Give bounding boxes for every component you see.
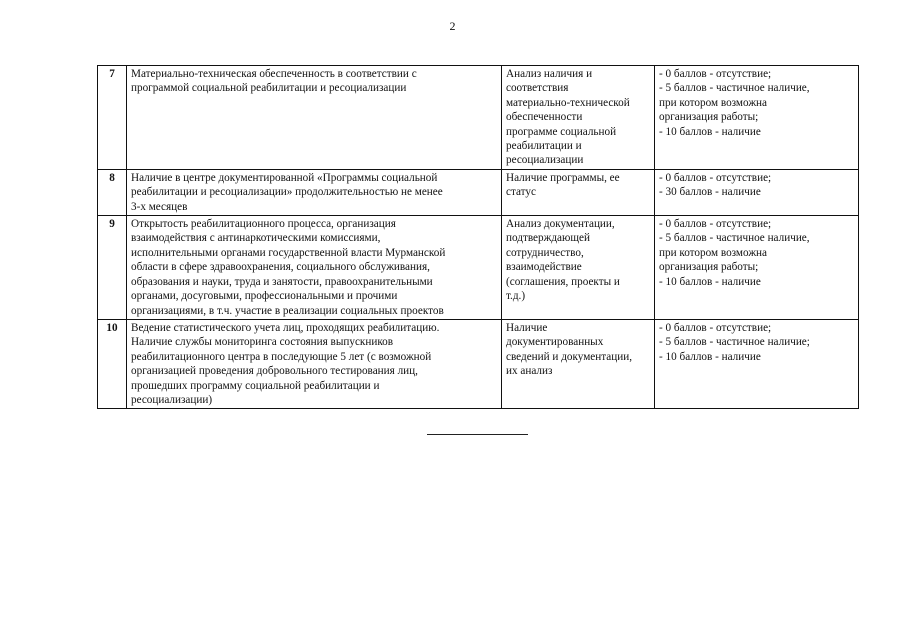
criterion-line: организацией проведения добровольного тестирования лиц,: [131, 365, 418, 378]
criterion-line: области в сфере здравоохранения, социального обслуживания,: [131, 261, 430, 274]
criterion-line: взаимодействия с антинаркотическими комиссиями,: [131, 232, 381, 245]
method-line: обеспеченности: [506, 111, 583, 124]
method-line: Анализ документации,: [506, 218, 615, 231]
criterion-cell: [127, 66, 502, 170]
method-line: Наличие: [506, 321, 548, 334]
score-line: - 0 баллов - отсутствие;: [659, 321, 772, 334]
score-line: организация работы;: [659, 261, 759, 274]
criterion-cell: [127, 169, 502, 215]
criteria-table: [97, 65, 859, 409]
score-line: - 0 баллов - отсутствие;: [659, 171, 772, 184]
evaluation-method-cell: [502, 169, 655, 215]
score-line: - 0 баллов - отсутствие;: [659, 218, 772, 231]
method-line: материально-технической: [506, 96, 630, 109]
method-line: Наличие программы, ее: [506, 171, 620, 184]
criteria-table-body: [98, 66, 859, 409]
method-line: подтверждающей: [506, 232, 590, 245]
method-line: их анализ: [506, 365, 553, 378]
method-line: сотрудничество,: [506, 246, 584, 259]
method-line: взаимодействие: [506, 261, 582, 274]
method-line: документированных: [506, 336, 604, 349]
row-number: 10: [98, 319, 127, 408]
score-line: - 10 баллов - наличие: [659, 350, 761, 363]
score-line: - 10 баллов - наличие: [659, 125, 761, 138]
score-line: - 5 баллов - частичное наличие;: [659, 336, 810, 349]
method-line: Анализ наличия и: [506, 68, 593, 80]
table-row: [98, 66, 859, 170]
criterion-line: реабилитации и ресоциализации» продолжительностью не менее: [131, 186, 443, 199]
score-line: - 30 баллов - наличие: [659, 186, 761, 199]
method-line: ресоциализации: [506, 154, 584, 167]
method-line: (соглашения, проекты и: [506, 275, 620, 288]
table-row: [98, 319, 859, 408]
row-number: 9: [98, 216, 127, 320]
method-line: реабилитации и: [506, 140, 582, 153]
scores-cell: [655, 216, 859, 320]
criterion-line: Наличие службы мониторинга состояния выпускников: [131, 336, 394, 349]
evaluation-method-cell: [502, 66, 655, 170]
score-line: при котором возможна: [659, 246, 768, 259]
criterion-line: образования и науки, труда и занятости, правоохранительными: [131, 275, 433, 288]
evaluation-method-cell: [502, 319, 655, 408]
row-number: 8: [98, 169, 127, 215]
criterion-line: 3-х месяцев: [131, 200, 188, 213]
score-line: организация работы;: [659, 111, 759, 124]
criterion-line: реабилитационного центра в последующие 5 лет (с возможной: [131, 350, 432, 363]
criterion-line: Материально-техническая обеспеченность в соответствии с: [131, 68, 417, 80]
method-line: т.д.): [506, 290, 526, 303]
score-line: - 10 баллов - наличие: [659, 275, 761, 288]
page-number: 2: [449, 19, 456, 33]
row-number: 7: [98, 66, 127, 170]
criterion-line: программой социальной реабилитации и ресоциализации: [131, 82, 407, 95]
method-line: соответствия: [506, 82, 569, 95]
method-line: программе социальной: [506, 125, 617, 138]
table-row: [98, 169, 859, 215]
table-row: [98, 216, 859, 320]
method-line: статус: [506, 186, 536, 199]
scores-cell: [655, 169, 859, 215]
scores-cell: [655, 319, 859, 408]
score-line: - 5 баллов - частичное наличие,: [659, 232, 810, 245]
criterion-cell: [127, 216, 502, 320]
criterion-line: Наличие в центре документированной «Программы социальной: [131, 171, 438, 184]
scores-cell: [655, 66, 859, 170]
score-line: при котором возможна: [659, 96, 768, 109]
criterion-line: исполнительными органами государственной власти Мурманской: [131, 246, 446, 259]
evaluation-method-cell: [502, 216, 655, 320]
score-line: - 5 баллов - частичное наличие,: [659, 82, 810, 95]
criterion-line: ресоциализации): [131, 393, 213, 406]
criterion-line: организациями, в т.ч. участие в реализации социальных проектов: [131, 304, 444, 317]
end-separator-line: [427, 434, 528, 435]
criterion-line: прошедших программу социальной реабилитации и: [131, 379, 380, 392]
criterion-line: органами, досуговыми, профессиональными и прочими: [131, 290, 398, 303]
criterion-cell: [127, 319, 502, 408]
criterion-line: Ведение статистического учета лиц, проходящих реабилитацию.: [131, 321, 440, 334]
method-line: сведений и документации,: [506, 350, 632, 363]
score-line: - 0 баллов - отсутствие;: [659, 68, 772, 80]
criterion-line: Открытость реабилитационного процесса, организация: [131, 218, 396, 231]
